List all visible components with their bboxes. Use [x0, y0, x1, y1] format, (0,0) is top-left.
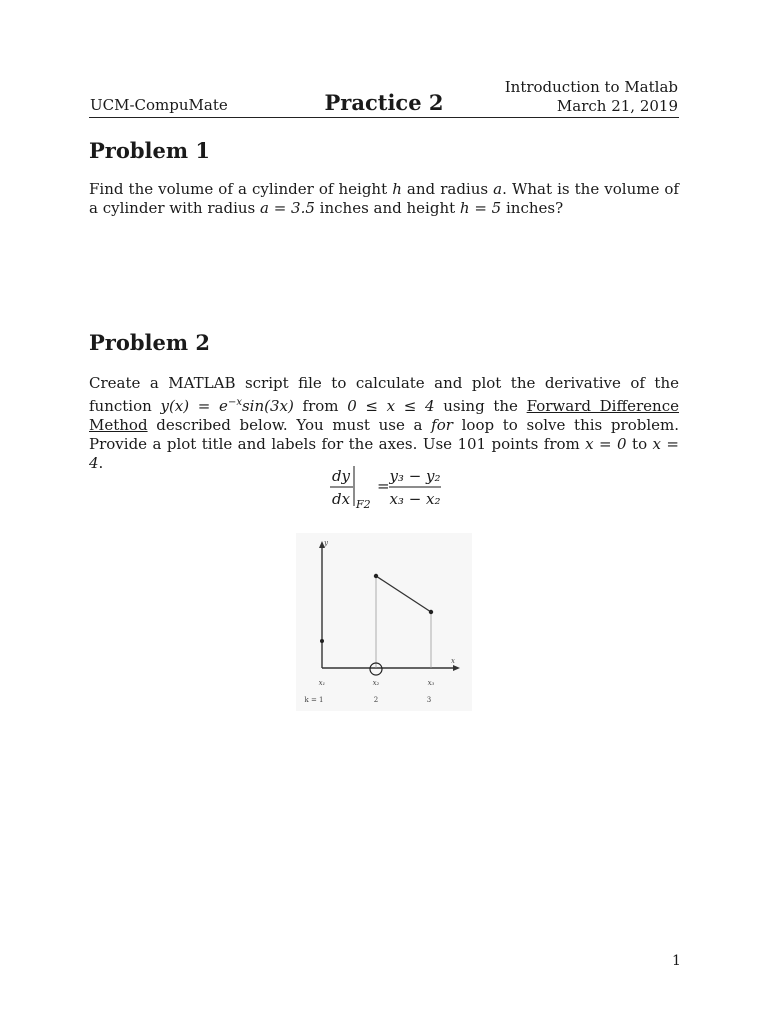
x3-label: x₃	[427, 679, 435, 687]
x2-label: x₂	[372, 679, 380, 687]
point-2	[374, 574, 378, 578]
problem2-text: Create a MATLAB script file to calculate and plot the derivative of the function $y(x) = e^{-x}\sin(3x)$ from 0 ≤ x ≤ 4 using the Forward Difference Method described below. You must use a for loop to solve this problem. Provide a plot title and labels for the axes. Use 101 points from x = 0 to x = 4.	[89, 374, 679, 472]
page-number: 1	[672, 953, 681, 969]
formula-denominator: x₃ − x₂	[389, 490, 441, 508]
date: March 21, 2019	[556, 97, 678, 115]
k2-label: 2	[373, 696, 379, 704]
forward-difference-formula	[320, 460, 460, 516]
difference-diagram	[296, 533, 472, 711]
forward-difference-link: Forward Difference Method	[89, 397, 679, 434]
header-right	[505, 78, 678, 116]
formula-subscript: F2	[356, 498, 371, 511]
formula-dy: dy	[331, 467, 351, 485]
point-1	[320, 639, 324, 643]
formula-numerator: y₃ − y₂	[389, 467, 441, 485]
x-axis-label: x	[451, 657, 455, 665]
k1-label: k = 1	[304, 696, 324, 704]
point-3	[429, 610, 433, 614]
k3-label: 3	[426, 696, 432, 704]
problem1-heading: Problem 1	[89, 138, 211, 163]
course-name: Introduction to Matlab	[504, 78, 678, 96]
formula-dx: dx	[331, 490, 351, 508]
problem1-text: Find the volume of a cylinder of height h and radius a. What is the volume of a cylinder with radius a = 3.5 inches and height h = 5 inches?	[89, 180, 679, 217]
x1-label: x₁	[318, 679, 326, 687]
header-left: UCM-CompuMate	[90, 96, 228, 114]
formula-equals: =	[377, 477, 390, 495]
header-rule	[89, 117, 679, 118]
page-title: Practice 2	[324, 90, 444, 115]
y-axis-label: y	[324, 539, 328, 547]
problem2-heading: Problem 2	[89, 330, 211, 355]
